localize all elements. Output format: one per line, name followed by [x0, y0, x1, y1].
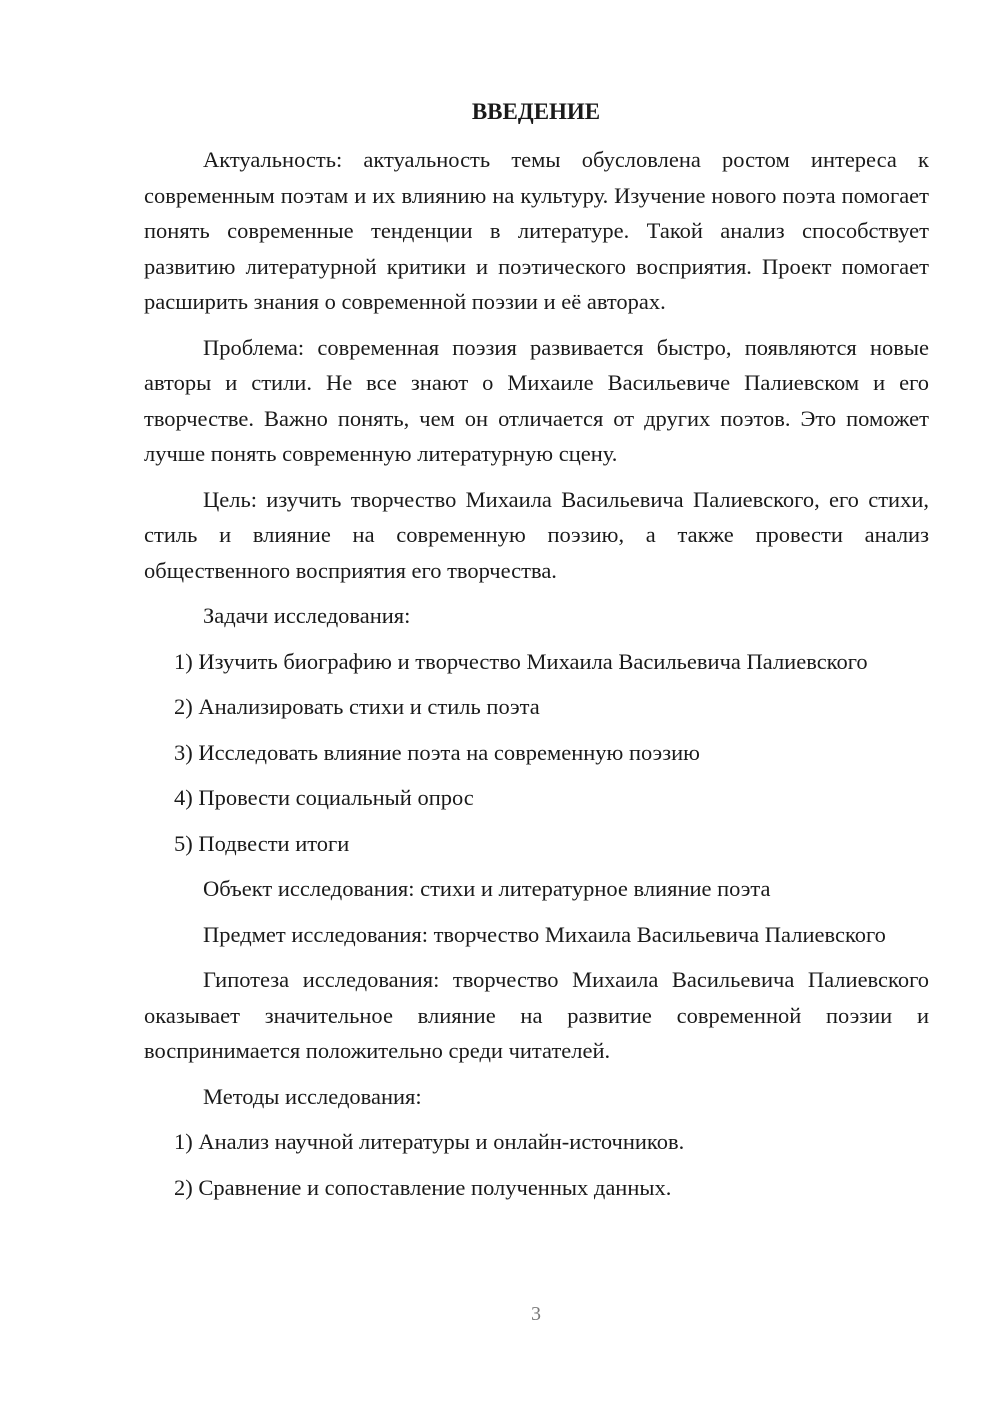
- paragraph-goal: Цель: изучить творчество Михаила Васильевича Палиевского, его стихи, стиль и влияние на современную поэзию, а также провести анализ общественного восприятия его творчества.: [144, 486, 929, 583]
- document-body: [144, 142, 929, 1215]
- task-item: 3) Исследовать влияние поэта на современную поэзию: [174, 739, 700, 765]
- paragraph-hypothesis: Гипотеза исследования: творчество Михаила Васильевича Палиевского оказывает значительное влияние на развитие современной поэзии и воспринимается положительно среди читателей.: [144, 967, 929, 1063]
- page-number: 3: [531, 1303, 541, 1325]
- paragraph-object: Объект исследования: стихи и литературное влияние поэта: [203, 876, 771, 901]
- task-item: 1) Изучить биографию и творчество Михаила Васильевича Палиевского: [174, 648, 868, 674]
- paragraph-relevance: Актуальность: актуальность темы обусловлена ростом интереса к современным поэтам и их влиянию на культуру. Изучение нового поэта помогает понять современные тенденции в литературе. Такой анализ способствует развитию литературной критики и поэтического восприятия. Проект помогает расширить знания о современной поэзии и её авторах.: [144, 147, 929, 314]
- methods-heading: Методы исследования:: [203, 1083, 422, 1109]
- task-item: 4) Провести социальный опрос: [174, 785, 474, 810]
- paragraph-problem: Проблема: современная поэзия развивается быстро, появляются новые авторы и стили. Не все знают о Михаиле Васильевиче Палиевском и его творчестве. Важно понять, чем он отличается от других поэтов. Это поможет лучше понять современную литературную сцену.: [144, 334, 929, 466]
- task-item: 2) Анализировать стихи и стиль поэта: [174, 694, 540, 719]
- tasks-heading: Задачи исследования:: [203, 603, 411, 628]
- method-item: 1) Анализ научной литературы и онлайн-источников.: [174, 1129, 685, 1154]
- page-title: ВВЕДЕНИЕ: [471, 99, 601, 124]
- method-item: 2) Сравнение и сопоставление полученных данных.: [174, 1174, 672, 1200]
- paragraph-subject: Предмет исследования: творчество Михаила Васильевича Палиевского: [203, 921, 886, 947]
- task-item: 5) Подвести итоги: [174, 830, 350, 856]
